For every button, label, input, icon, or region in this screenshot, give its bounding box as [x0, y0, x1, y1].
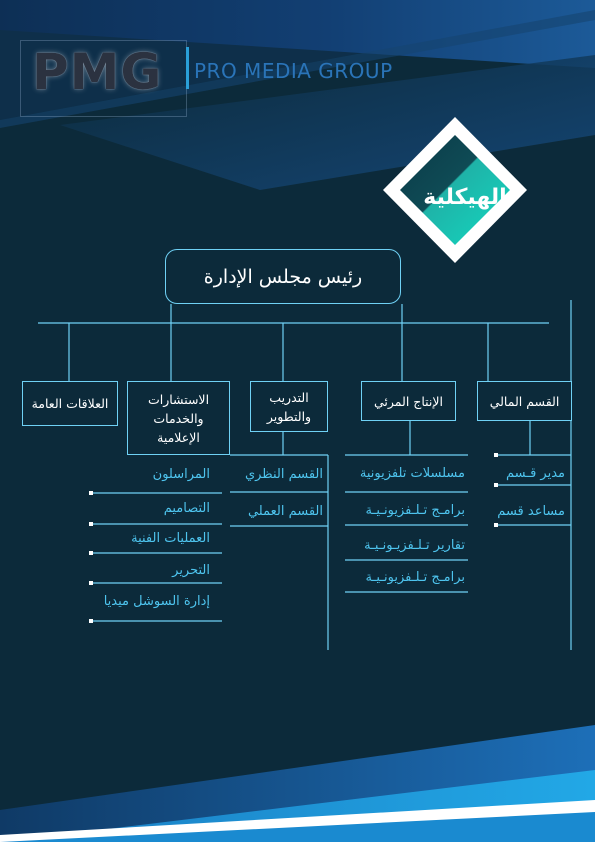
sub-technical-operations: العمليات الفنية	[131, 531, 210, 546]
sub-tv-series: مسلسلات تلفزيونية	[359, 466, 465, 481]
sub-finance-assistant: مساعد قسم	[497, 504, 565, 519]
dept-visual-production: الإنتاج المرئي	[361, 381, 456, 421]
logo-mark: PMG	[32, 43, 163, 101]
logo-company-name: PRO MEDIA GROUP	[194, 59, 393, 83]
dept-consulting: الاستشارات والخدمات الإعلامية	[127, 381, 230, 455]
dept-public-relations: العلاقات العامة	[22, 381, 118, 426]
logo-separator	[186, 47, 189, 89]
sub-editing: التحرير	[172, 563, 210, 578]
page-title: الهيكلية	[423, 185, 507, 210]
dept-training: التدريب والتطوير	[250, 381, 328, 432]
sub-finance-manager: مدير قـسم	[506, 466, 565, 481]
sub-training-practical: القسم العملي	[247, 504, 323, 519]
sub-training-theory: القسم النظري	[244, 467, 323, 482]
sub-tv-programs: برامـج تـلـفزيونـيـة	[365, 503, 465, 518]
sub-tv-programs-2: برامـج تـلـفزيونـيـة	[365, 570, 465, 585]
sub-designs: التصاميم	[163, 501, 210, 516]
chairman-box: رئيس مجلس الإدارة	[165, 249, 401, 304]
sub-social-media: إدارة السوشل ميديا	[103, 594, 210, 609]
sub-tv-reports: تقارير تـلـفزيـونـيـة	[364, 538, 465, 553]
sub-correspondents: المراسلون	[152, 467, 210, 482]
dept-finance: القسم المالي	[477, 381, 572, 421]
